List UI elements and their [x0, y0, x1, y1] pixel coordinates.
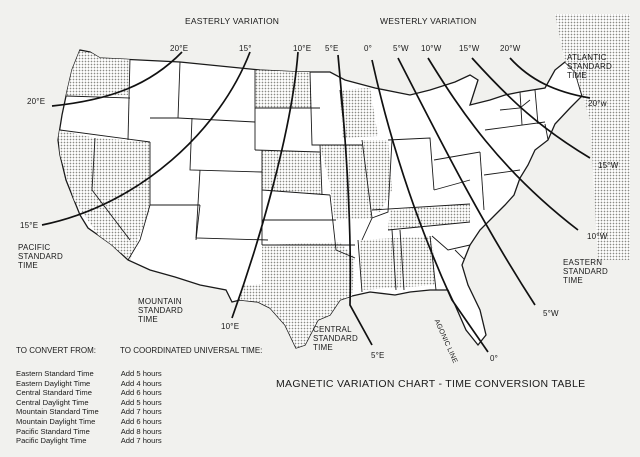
table-row: [16, 436, 162, 446]
isogonic-label: 5°W: [543, 309, 559, 318]
table-row: [16, 369, 162, 379]
table-row: [16, 379, 162, 389]
isogonic-label: 15°: [239, 44, 252, 53]
easterly-heading: EASTERLY VARIATION: [185, 16, 280, 26]
zone-cell: Central Daylight Time: [16, 397, 89, 407]
central-zone-label: CENTRAL STANDARD TIME: [313, 325, 359, 352]
isogonic-label: 0°: [490, 354, 499, 363]
table-row: [16, 407, 162, 417]
atlantic-zone-label: ATLANTIC STANDARD TIME: [567, 53, 613, 80]
zone-cell: Pacific Standard Time: [16, 426, 90, 436]
zone-cell: Eastern Daylight Time: [16, 378, 91, 388]
isogonic-label: 20°E: [27, 97, 46, 106]
isogonic-label: 15°W: [598, 161, 619, 170]
offset-cell: Add 7 hours: [120, 407, 162, 417]
conversion-table: [16, 369, 162, 446]
isogonic-label: 20°W: [500, 44, 521, 53]
offset-cell: Add 6 hours: [120, 388, 162, 398]
agonic-line-label: AGONIC LINE: [432, 318, 459, 365]
isogonic-label: 10°E: [293, 44, 312, 53]
isogonic-label: 15°E: [20, 221, 39, 230]
isogonic-label: 10°W: [421, 44, 442, 53]
offset-cell: Add 7 hours: [120, 436, 162, 446]
shade-arkansas-mississippi-alabama: [360, 236, 436, 290]
shade-north-dakota: [255, 70, 312, 108]
chart-title: MAGNETIC VARIATION CHART - TIME CONVERSION TABLE: [276, 378, 586, 390]
offset-cell: Add 5 hours: [120, 369, 162, 378]
mountain-zone-label: MOUNTAIN STANDARD TIME: [138, 297, 184, 324]
zone-cell: Pacific Daylight Time: [16, 436, 87, 446]
pacific-zone-label: PACIFIC STANDARD TIME: [18, 243, 64, 270]
offset-cell: Add 5 hours: [120, 397, 162, 407]
eastern-zone-label: EASTERN STANDARD TIME: [563, 258, 609, 285]
zone-cell: Mountain Daylight Time: [16, 416, 96, 426]
isogonic-label: 20°w: [588, 99, 607, 108]
isogonic-label: 5°W: [393, 44, 409, 53]
westerly-heading: WESTERLY VARIATION: [380, 16, 477, 26]
isogonic-label: 5°E: [371, 351, 385, 360]
offset-cell: Add 6 hours: [120, 416, 162, 426]
offset-cell: Add 4 hours: [120, 378, 162, 388]
zone-cell: Mountain Standard Time: [16, 407, 99, 417]
offset-cell: Add 8 hours: [120, 426, 162, 436]
isogonic-label: 10°W: [587, 232, 608, 241]
shade-washington: [66, 50, 130, 96]
table-row: [16, 417, 162, 427]
shade-nebraska: [262, 150, 322, 195]
isogonic-label: 0°: [364, 44, 373, 53]
convert-from-header: TO CONVERT FROM:: [16, 346, 97, 355]
zone-cell: Central Standard Time: [16, 388, 92, 398]
table-row: [16, 398, 162, 408]
table-row: [16, 388, 162, 398]
table-row: [16, 427, 162, 437]
isogonic-label: 5°E: [325, 44, 339, 53]
isogonic-label: 15°W: [459, 44, 480, 53]
isogonic-label: 10°E: [221, 322, 240, 331]
convert-to-header: TO COORDINATED UNIVERSAL TIME:: [120, 346, 263, 355]
shade-atlantic-zone: [555, 14, 630, 260]
isogonic-label: 20°E: [170, 44, 189, 53]
zone-cell: Eastern Standard Time: [16, 369, 94, 378]
